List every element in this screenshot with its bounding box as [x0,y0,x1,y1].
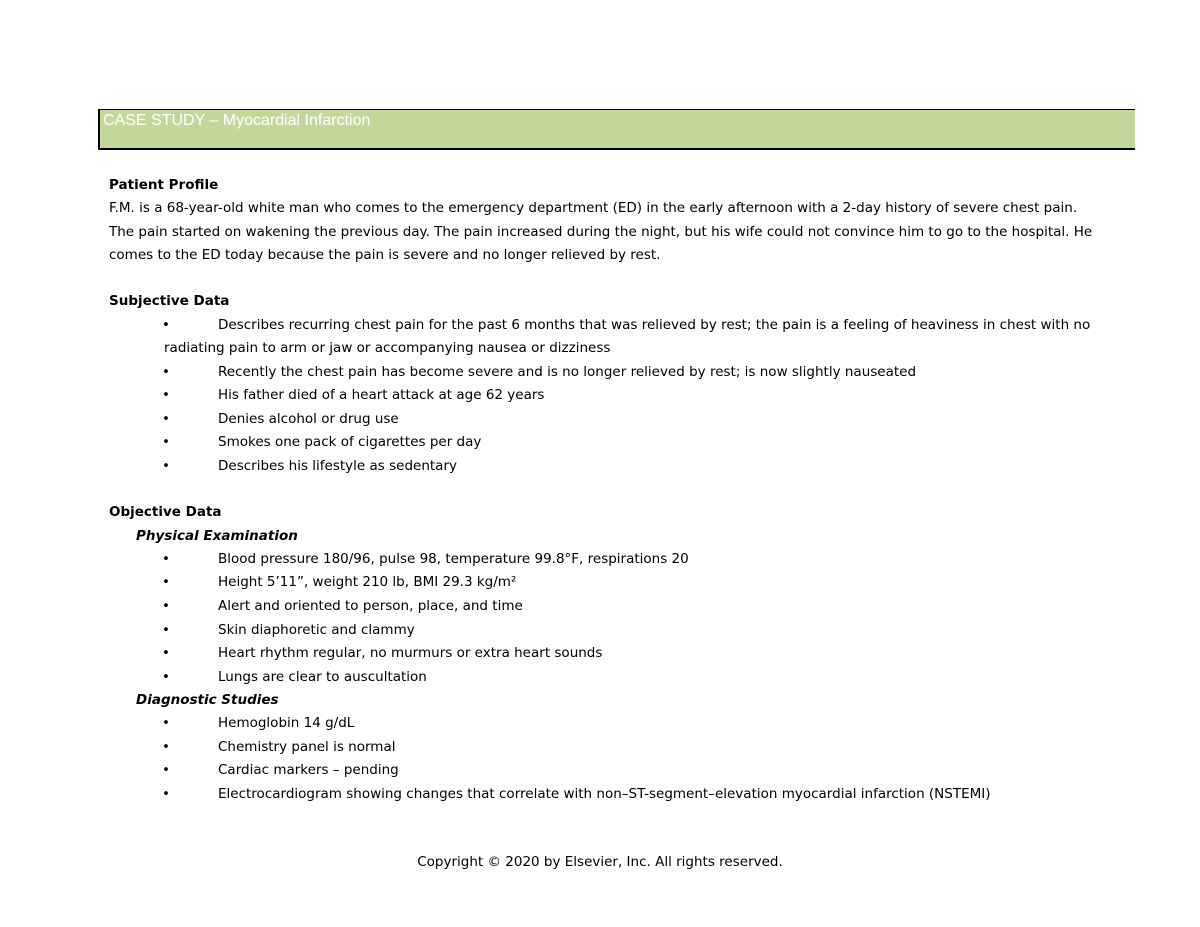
list-item-text: Chemistry panel is normal [218,739,396,755]
list-item-text: Heart rhythm regular, no murmurs or extra heart sounds [218,645,603,661]
objective-data-heading: Objective Data [109,504,222,520]
list-item-text: Hemoglobin 14 g/dL [218,715,355,731]
list-item-text: Describes recurring chest pain for the past 6 months that was relieved by rest; the pain is a feeling of heaviness in chest with no [218,317,1091,333]
copyright-notice: Copyright © 2020 by Elsevier, Inc. All rights reserved. [417,854,783,870]
subjective-data-heading: Subjective Data [109,293,230,309]
patient-profile-line: F.M. is a 68-year-old white man who comes to the emergency department (ED) in the early afternoon with a 2-day history of severe chest pain. [109,200,1078,216]
physical-examination-heading: Physical Examination [136,528,298,544]
patient-profile-line: comes to the ED today because the pain is severe and no longer relieved by rest. [109,247,661,263]
bullet-icon: • [162,762,170,778]
list-item-text: Height 5’11”, weight 210 lb, BMI 29.3 kg/m² [218,574,517,590]
title-banner [98,109,1135,150]
bullet-icon: • [162,317,170,333]
list-item-text: His father died of a heart attack at age 62 years [218,387,545,403]
list-item-text: Denies alcohol or drug use [218,411,399,427]
list-item [0,669,1200,689]
diagnostic-studies-heading: Diagnostic Studies [136,692,279,708]
bullet-icon: • [162,364,170,380]
list-item [0,739,1200,759]
page-title: CASE STUDY – Myocardial Infarction [103,112,371,129]
bullet-icon: • [162,411,170,427]
list-item [0,786,1200,806]
list-item [0,715,1200,735]
bullet-icon: • [162,598,170,614]
list-item [0,364,1200,384]
list-item [0,434,1200,454]
list-item [0,411,1200,431]
list-item-text: Describes his lifestyle as sedentary [218,458,457,474]
bullet-icon: • [162,645,170,661]
list-item [0,387,1200,407]
bullet-icon: • [162,434,170,450]
patient-profile-line: The pain started on wakening the previous day. The pain increased during the night, but his wife could not convince him to go to the hospital. He [109,224,1093,240]
bullet-icon: • [162,739,170,755]
bullet-icon: • [162,551,170,567]
list-item [0,574,1200,594]
list-item [0,762,1200,782]
list-item [0,458,1200,478]
list-item-text: Blood pressure 180/96, pulse 98, temperature 99.8°F, respirations 20 [218,551,689,567]
list-item-text: Skin diaphoretic and clammy [218,622,415,638]
patient-profile-heading: Patient Profile [109,177,219,193]
bullet-icon: • [162,669,170,685]
list-item-text: Smokes one pack of cigarettes per day [218,434,482,450]
bullet-icon: • [162,622,170,638]
bullet-icon: • [162,387,170,403]
bullet-icon: • [162,458,170,474]
list-item [0,598,1200,618]
bullet-icon: • [162,715,170,731]
list-item-text: Alert and oriented to person, place, and time [218,598,523,614]
list-item [0,551,1200,571]
bullet-icon: • [162,786,170,802]
list-item-text: Lungs are clear to auscultation [218,669,427,685]
list-item-text: Cardiac markers – pending [218,762,399,778]
list-item [0,317,1200,337]
list-item [0,622,1200,642]
list-item-text: Electrocardiogram showing changes that correlate with non–ST-segment–elevation myocardial infarction (NSTEMI) [218,786,991,802]
bullet-icon: • [162,574,170,590]
list-item-text: Recently the chest pain has become severe and is no longer relieved by rest; is now slightly nauseated [218,364,917,380]
list-item-continuation: radiating pain to arm or jaw or accompanying nausea or dizziness [164,340,611,356]
list-item [0,645,1200,665]
